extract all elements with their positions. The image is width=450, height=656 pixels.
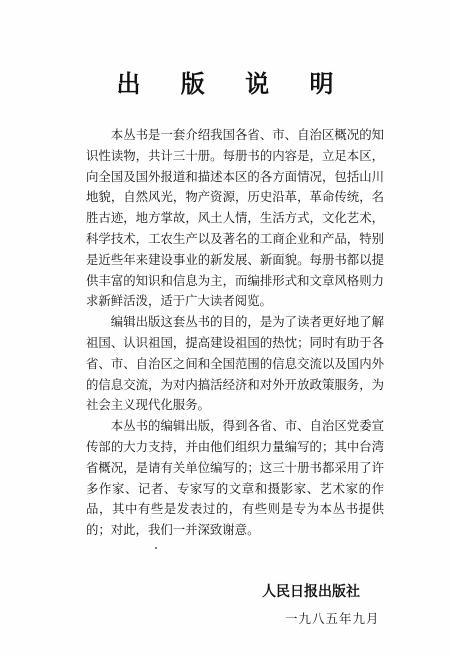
print-speck — [155, 547, 157, 549]
body-text — [86, 125, 384, 541]
publication-date: 一九八五年九月 — [285, 611, 380, 626]
paragraph-3: 本丛书的编辑出版，得到各省、市、自治区党委宣传部的大力支持，并由他们组织力量编写的；其中台湾省概况，是请有关单位编写的；这三十册书都采用了许多作家、记者、专家写的文章和摄影家、艺术家的作品，其中有些是发表过的，有些则是专为本丛书提供的；对此，我们一并深致谢意。 — [86, 418, 384, 538]
page-title: 出 版 说 明 — [116, 70, 350, 98]
publisher-name: 人民日报出版社 — [262, 584, 360, 600]
paragraph-1: 本丛书是一套介绍我国各省、市、自治区概况的知识性读物，共计三十册。每册书的内容是，立足本区，向全国及国外报道和描述本区的各方面情况，包括山川地貌，自然风光，物产资源，历史沿革，革命传统，名胜古迹，地方掌故，风土人情，生活方式，文化艺术，科学技术，工农生产以及著名的工商企业和产品，特别是近些年来建设事业的新发展、新面貌。每册书都以提供丰富的知识和信息为主，而编排形式和文章风格则力求新鲜活泼，适于广大读者阅览。 — [86, 127, 384, 309]
paragraph-2: 编辑出版这套丛书的目的，是为了读者更好地了解祖国、认识祖国，提高建设祖国的热忱；同时有助于各省、市、自治区之间和全国范围的信息交流以及国内外的信息交流，为对内搞活经济和对外开放政策服务，为社会主义现代化服务。 — [86, 314, 384, 413]
